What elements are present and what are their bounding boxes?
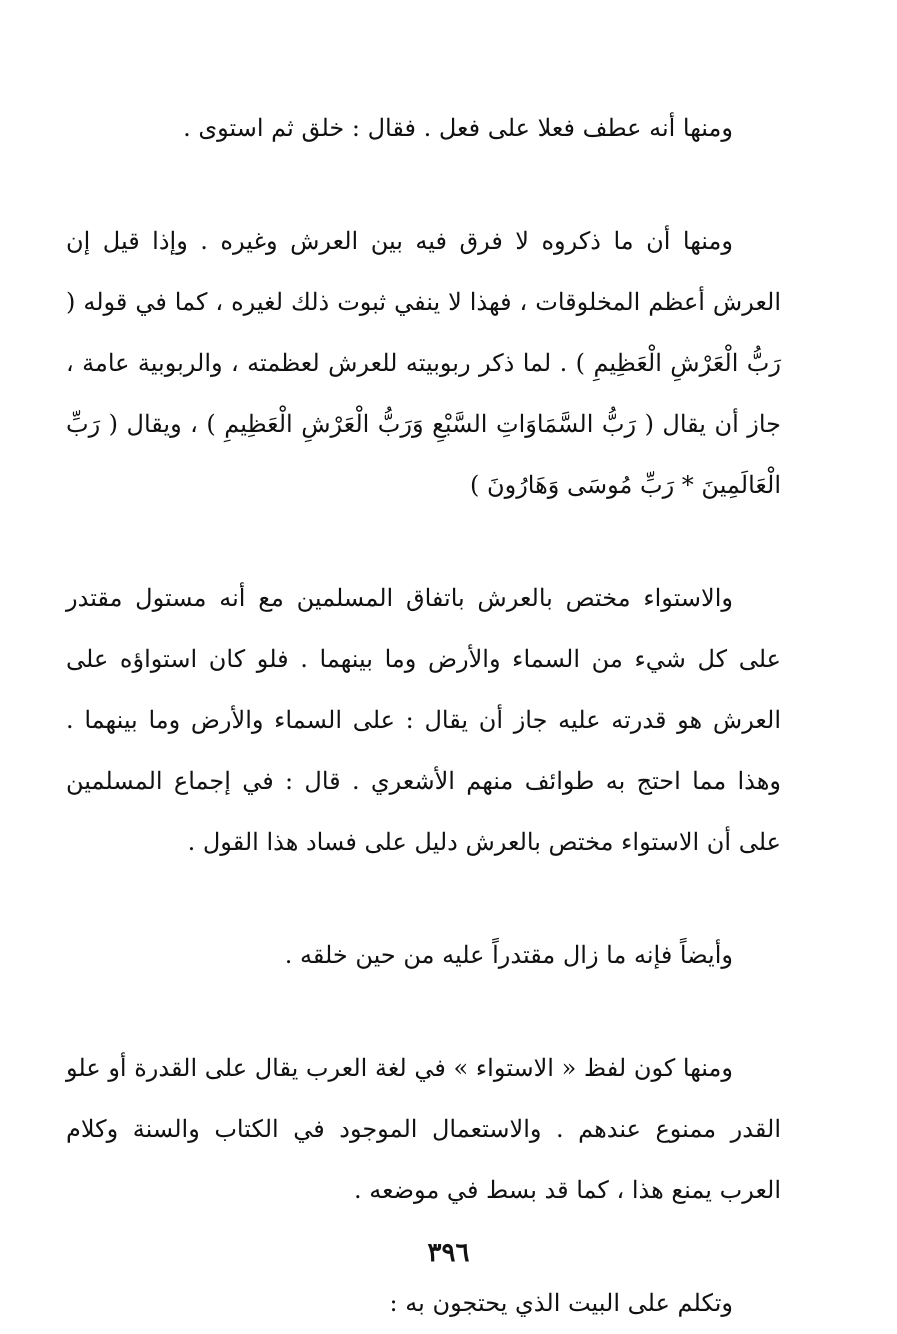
paragraph-1: ومنها أنه عطف فعلا على فعل . فقال : خلق ثم استوى . [183,114,733,142]
paragraph-5: ومنها كون لفظ « الاستواء » في لغة العرب يقال على القدرة أو علو القدر ممنوع عندهم . والاستعمال الموجود في الكتاب والسنة وكلام العرب يمنع هذا ، كما قد بسط في موضعه . [66,1054,781,1204]
paragraph-6: وتكلم على البيت الذي يحتجون به : [389,1289,733,1317]
paragraph-4: وأيضاً فإنه ما زال مقتدراً عليه من حين خلقه . [284,941,733,969]
page-body-text [66,98,781,1334]
page-number: ٣٩٦ [427,1238,470,1268]
paragraph-3: والاستواء مختص بالعرش باتفاق المسلمين مع أنه مستول مقتدر على كل شيء من السماء والأرض وما بينهما . فلو كان استواؤه على العرش هو قدرته عليه جاز أن يقال : على السماء والأرض وما بينهما . وهذا مما احتج به طوائف منهم الأشعري . قال : في إجماع المسلمين على أن الاستواء مختص بالعرش دليل على فساد هذا القول . [66,584,781,856]
paragraph-2: ومنها أن ما ذكروه لا فرق فيه بين العرش وغيره . وإذا قيل إن العرش أعظم المخلوقات ، فهذا لا ينفي ثبوت ذلك لغيره ، كما في قوله ( رَبُّ الْعَرْشِ الْعَظِيمِ ) . لما ذكر ربوبيته للعرش لعظمته ، والربوبية عامة ، جاز أن يقال ( رَبُّ السَّمَاوَاتِ السَّبْعِ وَرَبُّ الْعَرْشِ الْعَظِيمِ ) ، ويقال ( رَبِّ الْعَالَمِينَ * رَبِّ مُوسَى وَهَارُونَ ) [66,227,781,499]
